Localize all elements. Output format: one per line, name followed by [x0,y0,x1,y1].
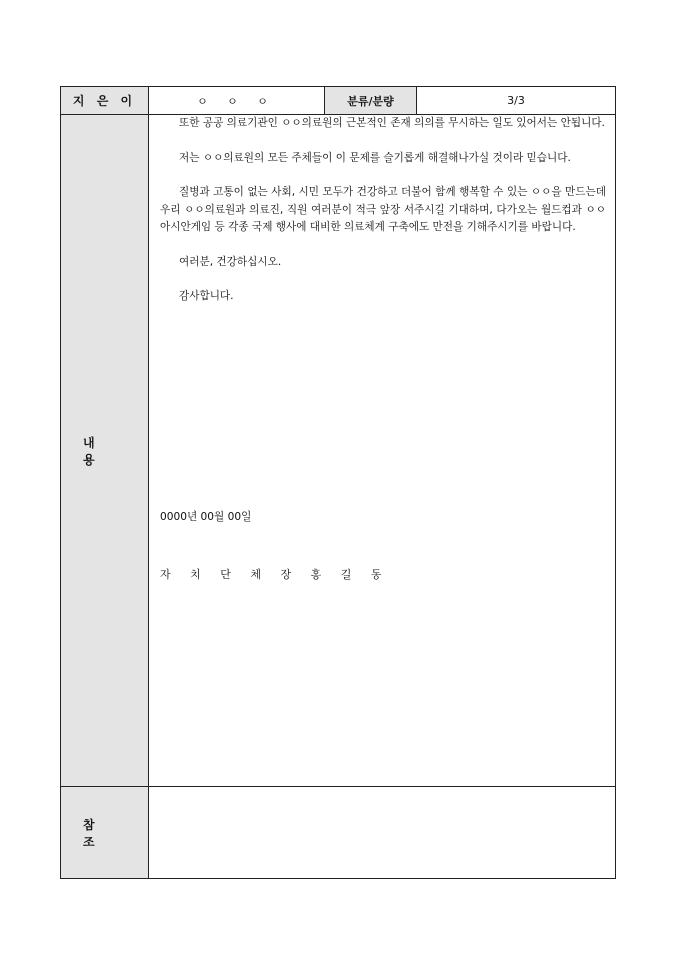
header-row [61,87,615,115]
paragraph-3: 질병과 고통이 없는 사회, 시민 모두가 건강하고 더불어 함께 행복할 수 있는 ㅇㅇ을 만드는데 우리 ㅇㅇ의료원과 의료진, 직원 여러분이 적극 앞장 서주시길 기대하며, 다가오는 월드컵과 ㅇㅇ아시안게임 등 각종 국제 행사에 대비한 의료체계 구축에도 만전을 기해주시기를 바랍니다. [160,186,606,233]
category-label: 분류/분량 [325,87,417,114]
paragraph-4: 여러분, 건강하십시오. [179,255,282,268]
author-label: 지 은 이 [61,87,149,114]
paragraph-1: 또한 공공 의료기관인 ㅇㅇ의료원의 근본적인 존재 의의를 무시하는 일도 있어서는 안됩니다. [179,117,605,129]
reference-label: 참 조 [61,787,149,878]
document-form [60,86,616,879]
reference-row [61,787,615,878]
content-body [160,115,606,306]
signature: 자 치 단 체 장 홍 길 동 [160,568,390,581]
paragraph-2: 저는 ㅇㅇ의료원의 모든 주체들이 이 문제를 슬기롭게 해결해나가실 것이라 믿습니다. [179,151,571,164]
paragraph-5: 감사합니다. [179,290,234,302]
content-label: 내 용 [61,115,149,786]
content-row [61,115,615,787]
author-value: ㅇ ㅇ ㅇ [149,87,325,114]
document-date: 0000년 00월 00일 [160,511,252,523]
category-value: 3/3 [507,94,525,107]
